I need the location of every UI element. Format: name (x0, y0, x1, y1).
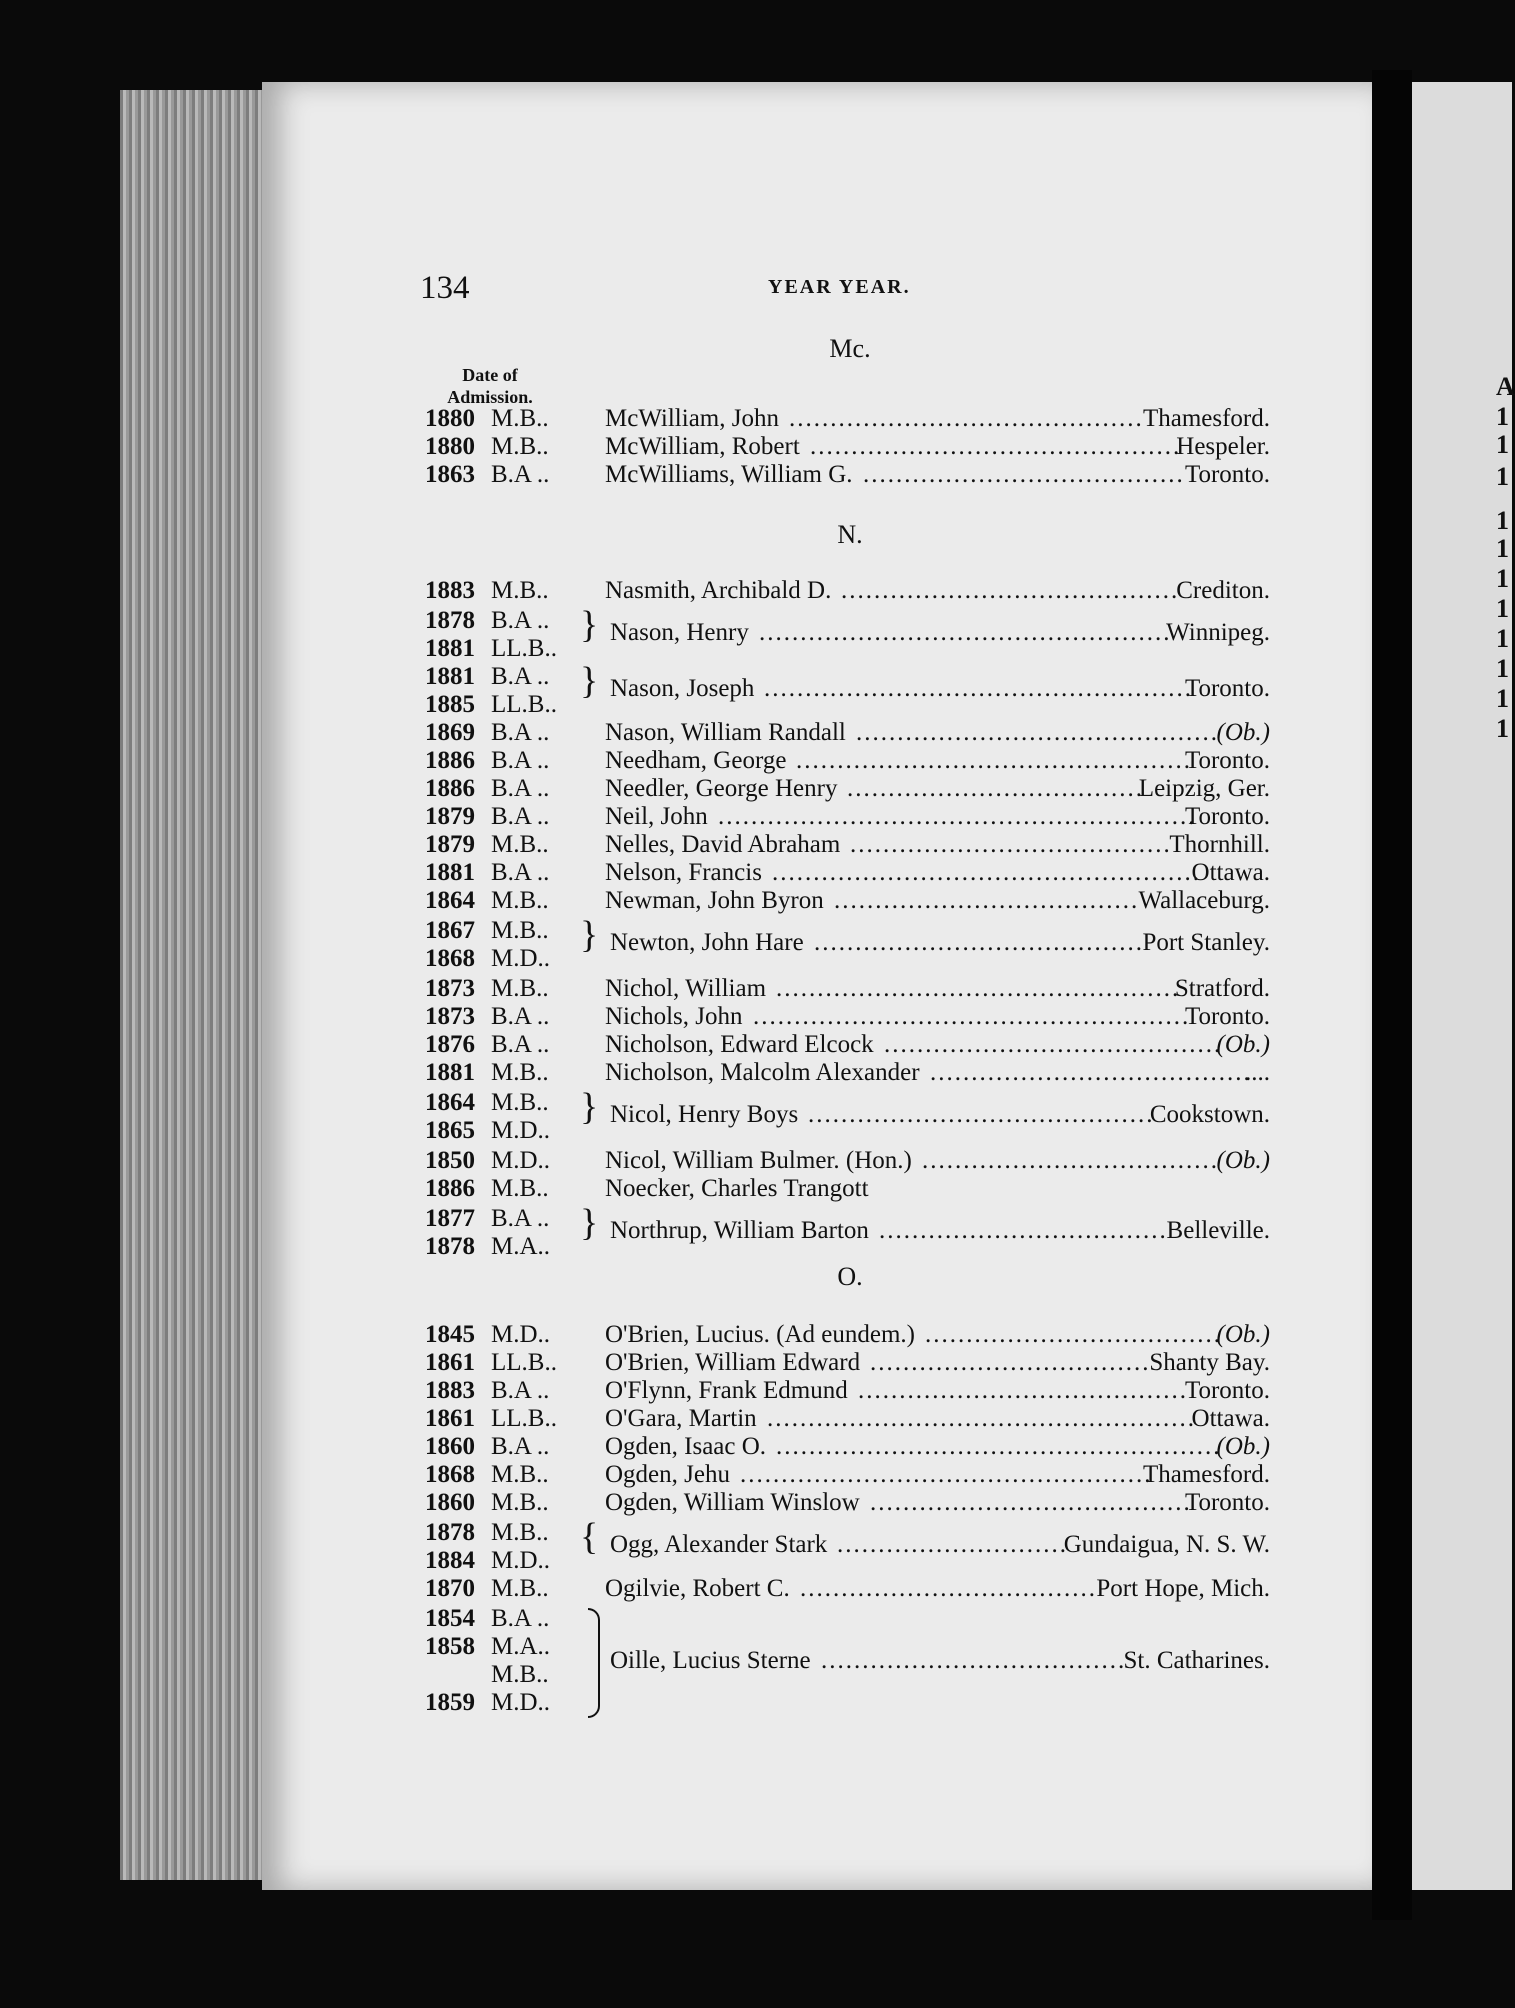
degree: M.D.. (491, 1689, 551, 1716)
graduate-name: McWilliam, John (605, 405, 779, 432)
admission-year: 1886 (425, 775, 475, 802)
degree: B.A .. (491, 1377, 550, 1404)
register-entry (425, 804, 1270, 830)
admission-year: 1880 (425, 433, 475, 460)
dot-leader: ..................................... (834, 887, 1140, 914)
admission-year: 1860 (425, 1433, 475, 1460)
admission-year: 1861 (425, 1349, 475, 1376)
residence: (Ob.) (1216, 1147, 1270, 1174)
residence: Thornhill. (1169, 831, 1270, 858)
register-entry (425, 1060, 1270, 1086)
degree: M.B.. (491, 577, 549, 604)
margin-digit: 1 (1496, 624, 1509, 653)
dot-leader: ....................................... (850, 831, 1172, 858)
graduate-name: Nelles, David Abraham (605, 831, 841, 858)
residence: Toronto. (1184, 803, 1270, 830)
admission-year: 1870 (425, 1575, 475, 1602)
admission-year: 1865 (425, 1117, 475, 1144)
register-entry (425, 1032, 1270, 1058)
residence: Belleville. (1166, 1217, 1270, 1244)
graduate-name: Nelson, Francis (605, 859, 762, 886)
residence: (Ob.) (1216, 719, 1270, 746)
graduate-name: Ogilvie, Robert C. (605, 1575, 790, 1602)
admission-year: 1854 (425, 1605, 475, 1632)
dot-leader: ..................................................... (753, 1003, 1191, 1030)
date-of-admission-header (430, 364, 550, 408)
graduate-name: Neil, John (605, 803, 708, 830)
degree: M.B.. (491, 433, 549, 460)
graduate-name: Nason, William Randall (605, 719, 846, 746)
dot-leader: .................................... (800, 1575, 1097, 1602)
grouping-brace: } (580, 604, 599, 646)
residence: (Ob.) (1216, 1031, 1270, 1058)
admission-year: 1877 (425, 1205, 475, 1232)
register-entry (425, 1148, 1270, 1174)
degree: M.B.. (491, 975, 549, 1002)
dot-leader: ...................................................... (776, 1433, 1222, 1460)
dot-leader: ........................................ (814, 929, 1144, 956)
residence: Winnipeg. (1166, 619, 1270, 646)
grouping-brace: } (580, 1202, 599, 1244)
dot-leader: ......................................... (841, 577, 1180, 604)
graduate-name: O'Brien, William Edward (605, 1349, 861, 1376)
degree: B.A .. (491, 1605, 550, 1632)
graduate-name: Noecker, Charles Trangott (605, 1175, 869, 1202)
dot-leader: .................................................. (740, 1461, 1153, 1488)
dot-leader: ........................................... (789, 405, 1144, 432)
residence: Toronto. (1184, 1489, 1270, 1516)
degree: M.B.. (491, 1175, 549, 1202)
admission-year: 1883 (425, 1377, 475, 1404)
residence: Gundaigua, N. S. W. (1063, 1531, 1270, 1558)
margin-digit: 1 (1496, 564, 1509, 593)
book-page-edges (120, 90, 270, 1880)
dot-leader: ................................... (879, 1217, 1168, 1244)
dot-leader: ................................................. (776, 975, 1181, 1002)
admission-year: 1880 (425, 405, 475, 432)
admission-year: 1886 (425, 747, 475, 774)
graduate-name: Nichols, John (605, 1003, 743, 1030)
dot-leader: ....................................... (930, 1059, 1252, 1086)
register-entry (425, 1576, 1270, 1602)
degree: B.A .. (491, 775, 550, 802)
grouped-entry (425, 1648, 1270, 1674)
degree: B.A .. (491, 719, 550, 746)
degree: M.B.. (491, 1519, 549, 1546)
section-heading-mc: Mc. (829, 334, 871, 363)
admission-year: 1879 (425, 803, 475, 830)
residence: Thamesford. (1142, 405, 1270, 432)
register-entry (425, 1434, 1270, 1460)
dot-leader: ....................................... (863, 461, 1185, 488)
degree: LL.B.. (491, 635, 557, 662)
admission-year: 1879 (425, 831, 475, 858)
grouped-entry (425, 676, 1270, 702)
margin-digit: 1 (1496, 594, 1509, 623)
graduate-name: Newman, John Byron (605, 887, 824, 914)
grouping-brace: { (580, 1516, 599, 1558)
admission-year: 1885 (425, 691, 475, 718)
residence: Shanty Bay. (1149, 1349, 1270, 1376)
residence: Crediton. (1176, 577, 1270, 604)
admission-year: 1881 (425, 859, 475, 886)
degree: M.B.. (491, 1089, 549, 1116)
admission-year: 1861 (425, 1405, 475, 1432)
graduate-name: O'Flynn, Frank Edmund (605, 1377, 848, 1404)
grouping-brace: } (580, 1086, 599, 1128)
register-entry (425, 578, 1270, 604)
graduate-name: Nicholson, Malcolm Alexander (605, 1059, 920, 1086)
register-entry (425, 860, 1270, 886)
graduate-name: Needler, George Henry (605, 775, 838, 802)
residence: (Ob.) (1216, 1321, 1270, 1348)
graduate-name: O'Brien, Lucius. (Ad eundem.) (605, 1321, 915, 1348)
graduate-name: Northrup, William Barton (610, 1217, 869, 1244)
residence: St. Catharines. (1123, 1647, 1270, 1674)
degree: LL.B.. (491, 1349, 557, 1376)
margin-digit: 1 (1496, 462, 1509, 491)
running-head: YEAR YEAR. (768, 276, 911, 298)
register-entry (425, 720, 1270, 746)
graduate-name: Ogg, Alexander Stark (610, 1531, 828, 1558)
degree: M.D.. (491, 1547, 551, 1574)
admission-year: 1868 (425, 1461, 475, 1488)
degree: M.B.. (491, 887, 549, 914)
admission-year: 1876 (425, 1031, 475, 1058)
admission-year: 1859 (425, 1689, 475, 1716)
book-gutter (1372, 70, 1412, 1920)
register-entry (425, 1406, 1270, 1432)
register-entry (425, 1350, 1270, 1376)
dot-leader: ....................................... (870, 1489, 1192, 1516)
register-entry (425, 1322, 1270, 1348)
residence: Toronto. (1184, 1003, 1270, 1030)
register-entry (425, 748, 1270, 774)
dot-leader: ............................ (837, 1531, 1068, 1558)
margin-digit: 1 (1496, 430, 1509, 459)
dot-leader: .................................................. (759, 619, 1172, 646)
register-entry (425, 832, 1270, 858)
residence: Hespeler. (1176, 433, 1270, 460)
admission-year: 1873 (425, 1003, 475, 1030)
degree: B.A .. (491, 1003, 550, 1030)
register-entry (425, 462, 1270, 488)
graduate-name: Nasmith, Archibald D. (605, 577, 832, 604)
margin-digit: 1 (1496, 534, 1509, 563)
degree: M.B.. (491, 1489, 549, 1516)
dot-leader: ............................................ (856, 719, 1219, 746)
section-heading-n: N. (837, 520, 863, 549)
admission-year: 1884 (425, 1547, 475, 1574)
residence: Ottawa. (1191, 859, 1270, 886)
register-entry (425, 1490, 1270, 1516)
degree: M.B.. (491, 1461, 549, 1488)
admission-year: 1845 (425, 1321, 475, 1348)
residence: Toronto. (1184, 1377, 1270, 1404)
dot-leader: .................................... (847, 775, 1144, 802)
dot-leader: .................................. (870, 1349, 1151, 1376)
admission-year: 1881 (425, 663, 475, 690)
residence: (Ob.) (1216, 1433, 1270, 1460)
degree: M.A.. (491, 1633, 551, 1660)
graduate-name: Oille, Lucius Sterne (610, 1647, 811, 1674)
degree: B.A .. (491, 803, 550, 830)
graduate-name: O'Gara, Martin (605, 1405, 757, 1432)
register-entry (425, 776, 1270, 802)
degree: B.A .. (491, 663, 550, 690)
dot-leader: .................................................... (767, 1405, 1196, 1432)
residence: Toronto. (1184, 461, 1270, 488)
residence: Leipzig, Ger. (1138, 775, 1270, 802)
register-entry (425, 1462, 1270, 1488)
section-heading-o: O. (837, 1262, 863, 1291)
degree: B.A .. (491, 1433, 550, 1460)
register-entry (425, 976, 1270, 1002)
margin-digit: 1 (1496, 506, 1509, 535)
dot-leader: ............................................. (810, 433, 1182, 460)
facing-page-margin (1412, 82, 1515, 1890)
residence: Port Stanley. (1142, 929, 1270, 956)
degree: B.A .. (491, 607, 550, 634)
admission-year: 1878 (425, 607, 475, 634)
admission-year: 1878 (425, 1519, 475, 1546)
register-entry (425, 406, 1270, 432)
degree: M.D.. (491, 1117, 551, 1144)
residence: Ottawa. (1191, 1405, 1270, 1432)
page-number: 134 (420, 270, 470, 306)
dot-leader: .................................... (925, 1321, 1222, 1348)
margin-digit: 1 (1496, 684, 1509, 713)
residence: Stratford. (1174, 975, 1270, 1002)
register-entry (425, 1690, 1270, 1716)
graduate-name: Ogden, Isaac O. (605, 1433, 767, 1460)
graduate-name: Nicholson, Edward Elcock (605, 1031, 874, 1058)
degree: M.D.. (491, 1321, 551, 1348)
graduate-name: Needham, George (605, 747, 787, 774)
dot-leader: .......................................... (808, 1101, 1155, 1128)
degree: M.D.. (491, 945, 551, 972)
admission-year: 1850 (425, 1147, 475, 1174)
graduate-name: Ogden, William Winslow (605, 1489, 860, 1516)
degree: B.A .. (491, 747, 550, 774)
residence: Port Hope, Mich. (1096, 1575, 1270, 1602)
admission-year: 1881 (425, 635, 475, 662)
admission-year: 1860 (425, 1489, 475, 1516)
degree: M.B.. (491, 405, 549, 432)
admission-year: 1886 (425, 1175, 475, 1202)
margin-digit: 1 (1496, 714, 1509, 743)
degree: LL.B.. (491, 691, 557, 718)
degree: M.D.. (491, 1147, 551, 1174)
margin-digit: 1 (1496, 402, 1509, 431)
dot-leader: .......................................................... (718, 803, 1197, 830)
dot-leader: .................................................... (772, 859, 1201, 886)
admission-year: 1883 (425, 577, 475, 604)
graduate-name: McWilliam, Robert (605, 433, 800, 460)
degree: M.B.. (491, 1575, 549, 1602)
admission-year: 1878 (425, 1233, 475, 1260)
graduate-name: McWilliams, William G. (605, 461, 853, 488)
graduate-name: Nicol, William Bulmer. (Hon.) (605, 1147, 912, 1174)
degree: B.A .. (491, 859, 550, 886)
graduate-name: Nason, Henry (610, 619, 749, 646)
admission-year: 1863 (425, 461, 475, 488)
grouping-brace: } (580, 660, 599, 702)
grouped-entry (425, 620, 1270, 646)
degree: B.A .. (491, 1031, 550, 1058)
grouped-entry (425, 1102, 1270, 1128)
residence: Toronto. (1184, 675, 1270, 702)
graduate-name: Newton, John Hare (610, 929, 804, 956)
admission-year: 1873 (425, 975, 475, 1002)
register-entry (425, 1378, 1270, 1404)
register-entry (425, 1606, 1270, 1632)
admission-year: 1869 (425, 719, 475, 746)
column-header-line: Date of (462, 365, 518, 385)
admission-year: 1864 (425, 887, 475, 914)
degree: M.B.. (491, 831, 549, 858)
admission-year: 1868 (425, 945, 475, 972)
residence: Toronto. (1184, 747, 1270, 774)
margin-letter: A (1496, 372, 1515, 401)
graduate-name: Nichol, William (605, 975, 767, 1002)
admission-year: 1864 (425, 1089, 475, 1116)
degree: M.B.. (491, 1059, 549, 1086)
grouped-entry (425, 1532, 1270, 1558)
degree: B.A .. (491, 461, 550, 488)
admission-year: 1867 (425, 917, 475, 944)
register-entry (425, 434, 1270, 460)
degree: LL.B.. (491, 1405, 557, 1432)
margin-digit: 1 (1496, 654, 1509, 683)
admission-year: 1881 (425, 1059, 475, 1086)
grouping-brace: } (580, 914, 599, 956)
graduate-name: Nicol, Henry Boys (610, 1101, 799, 1128)
dot-leader: ........................................ (858, 1377, 1188, 1404)
dot-leader: ................................................ (796, 747, 1192, 774)
admission-year: 1858 (425, 1633, 475, 1660)
dot-leader: .................................... (922, 1147, 1219, 1174)
graduate-name: Ogden, Jehu (605, 1461, 730, 1488)
degree: M.B.. (491, 917, 549, 944)
register-entry (425, 888, 1270, 914)
degree: M.B.. (491, 1661, 549, 1688)
graduate-name: Nason, Joseph (610, 675, 755, 702)
residence: Thamesford. (1142, 1461, 1270, 1488)
grouped-entry (425, 930, 1270, 956)
residence: .... (1245, 1059, 1270, 1086)
register-entry (425, 1176, 1270, 1202)
column-header-line: Admission. (447, 387, 533, 407)
residence: Cookstown. (1149, 1101, 1270, 1128)
dot-leader: ..................................... (821, 1647, 1127, 1674)
dot-leader: ......................................... (884, 1031, 1223, 1058)
degree: B.A .. (491, 1205, 550, 1232)
residence: Wallaceburg. (1138, 887, 1270, 914)
degree: M.A.. (491, 1233, 551, 1260)
dot-leader: .................................................... (764, 675, 1193, 702)
grouped-entry (425, 1218, 1270, 1244)
register-entry (425, 1004, 1270, 1030)
